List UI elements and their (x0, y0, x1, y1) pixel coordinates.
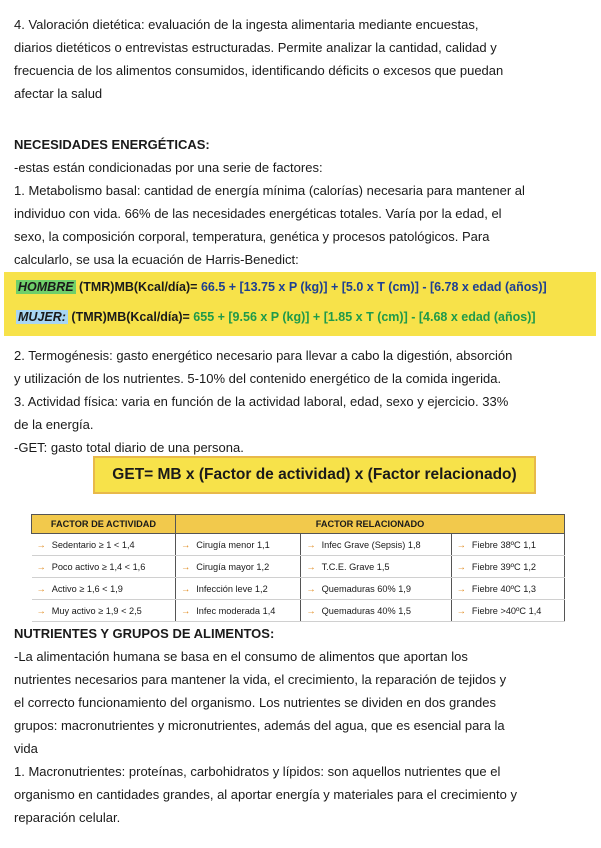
arrow-right-icon: → (36, 561, 46, 572)
table-row (32, 578, 565, 600)
energy-heading: NECESIDADES ENERGÉTICAS: (14, 137, 210, 152)
formula-men-lhs: (TMR)MB(Kcal/día)= (79, 280, 198, 294)
arrow-right-icon: → (456, 605, 466, 616)
table-cell: → T.C.E. Grave 1,5 (301, 556, 451, 578)
arrow-right-icon: → (181, 605, 191, 616)
text-line: y utilización de los nutrientes. 5-10% del contenido energético de la comida ingerida. (14, 371, 502, 386)
text-line: reparación celular. (14, 810, 121, 825)
table-header-activity: FACTOR DE ACTIVIDAD (32, 515, 176, 534)
text-line: de la energía. (14, 417, 94, 432)
text-line: organismo en cantidades grandes, al aportar energía y materiales para el crecimiento y (14, 787, 517, 802)
table-cell: → Fiebre 40ºC 1,3 (451, 578, 564, 600)
harris-benedict-box (4, 272, 596, 336)
formula-women-lhs: (TMR)MB(Kcal/día)= (71, 310, 190, 324)
table-cell: → Cirugía menor 1,1 (176, 534, 301, 556)
text-line: frecuencia de los alimentos consumidos, identificando déficits o excesos que puedan (14, 63, 504, 78)
arrow-right-icon: → (306, 583, 316, 594)
arrow-right-icon: → (36, 605, 46, 616)
text-line: 2. Termogénesis: gasto energético necesario para llevar a cabo la digestión, absorción (14, 348, 513, 363)
table-cell: → Cirugía mayor 1,2 (176, 556, 301, 578)
text-line: el correcto funcionamiento del organismo. Los nutrientes se dividen en dos grandes (14, 695, 497, 710)
arrow-right-icon: → (36, 583, 46, 594)
text-line: nutrientes necesarios para mantener la vida, el crecimiento, la reparación de tejidos y (14, 672, 507, 687)
text-line: -estas están condicionadas por una serie de factores: (14, 160, 323, 175)
table-cell: → Activo ≥ 1,6 < 1,9 (32, 578, 176, 600)
table-cell: → Infec Grave (Sepsis) 1,8 (301, 534, 451, 556)
arrow-right-icon: → (306, 605, 316, 616)
arrow-right-icon: → (306, 561, 316, 572)
text-line: 3. Actividad física: varia en función de la actividad laboral, edad, sexo y ejercicio. 33% (14, 394, 509, 409)
arrow-right-icon: → (181, 583, 191, 594)
arrow-right-icon: → (181, 539, 191, 550)
arrow-right-icon: → (456, 561, 466, 572)
formula-men-label: HOMBRE (18, 280, 74, 294)
table-row (32, 534, 565, 556)
text-line: sexo, la composición corporal, temperatura, genética y procesos patológicos. Para (14, 229, 490, 244)
table-cell: → Poco activo ≥ 1,4 < 1,6 (32, 556, 176, 578)
formula-men (16, 280, 547, 294)
text-line: afectar la salud (14, 86, 103, 101)
table-cell: → Muy activo ≥ 1,9 < 2,5 (32, 600, 176, 622)
text-line: -La alimentación humana se basa en el consumo de alimentos que aportan los (14, 649, 468, 664)
nutrients-section (14, 622, 594, 829)
text-line: vida (14, 741, 38, 756)
table-cell: → Infec moderada 1,4 (176, 600, 301, 622)
formula-women-rhs: 655 + [9.56 x P (kg)] + [1.85 x T (cm)] - [4.68 x edad (años)] (193, 310, 536, 324)
text-line: 1. Metabolismo basal: cantidad de energía mínima (calorías) necesaria para mantener al (14, 183, 525, 198)
text-line: 4. Valoración dietética: evaluación de la ingesta alimentaria mediante encuestas, (14, 17, 479, 32)
text-line: calcularlo, se usa la ecuación de Harris-Benedict: (14, 252, 299, 267)
formula-men-rhs: 66.5 + [13.75 x P (kg)] + [5.0 x T (cm)] - [6.78 x edad (años)] (200, 280, 547, 294)
text-line: individuo con vida. 66% de las necesidades energéticas totales. Varía por la edad, el (14, 206, 502, 221)
nutrients-heading: NUTRIENTES Y GRUPOS DE ALIMENTOS: (14, 626, 275, 641)
table-cell: → Infección leve 1,2 (176, 578, 301, 600)
formula-women (16, 310, 536, 324)
arrow-right-icon: → (306, 539, 316, 550)
energy-components (14, 344, 594, 459)
energy-section (14, 133, 594, 271)
table-cell: → Fiebre 38ºC 1,1 (451, 534, 564, 556)
table-row (32, 556, 565, 578)
table-header-related: FACTOR RELACIONADO (176, 515, 565, 534)
text-line: grupos: macronutrientes y micronutrientes, además del agua, que es esencial para la (14, 718, 505, 733)
table-cell: → Quemaduras 40% 1,5 (301, 600, 451, 622)
table-cell: → Fiebre >40ºC 1,4 (451, 600, 564, 622)
arrow-right-icon: → (181, 561, 191, 572)
arrow-right-icon: → (456, 583, 466, 594)
table-cell: → Sedentario ≥ 1 < 1,4 (32, 534, 176, 556)
formula-women-label: MUJER: (18, 310, 66, 324)
table-cell: → Quemaduras 60% 1,9 (301, 578, 451, 600)
factors-table (31, 514, 565, 622)
table-row (32, 600, 565, 622)
section-4-paragraph (14, 13, 594, 105)
text-line: diarios dietéticos o entrevistas estructuradas. Permite analizar la cantidad, calidad y (14, 40, 497, 55)
arrow-right-icon: → (456, 539, 466, 550)
get-formula-box: GET= MB x (Factor de actividad) x (Factor relacionado) (93, 456, 536, 494)
table-cell: → Fiebre 39ºC 1,2 (451, 556, 564, 578)
arrow-right-icon: → (36, 539, 46, 550)
text-line: -GET: gasto total diario de una persona. (14, 440, 244, 455)
text-line: 1. Macronutrientes: proteínas, carbohidratos y lípidos: son aquellos nutrientes que el (14, 764, 501, 779)
